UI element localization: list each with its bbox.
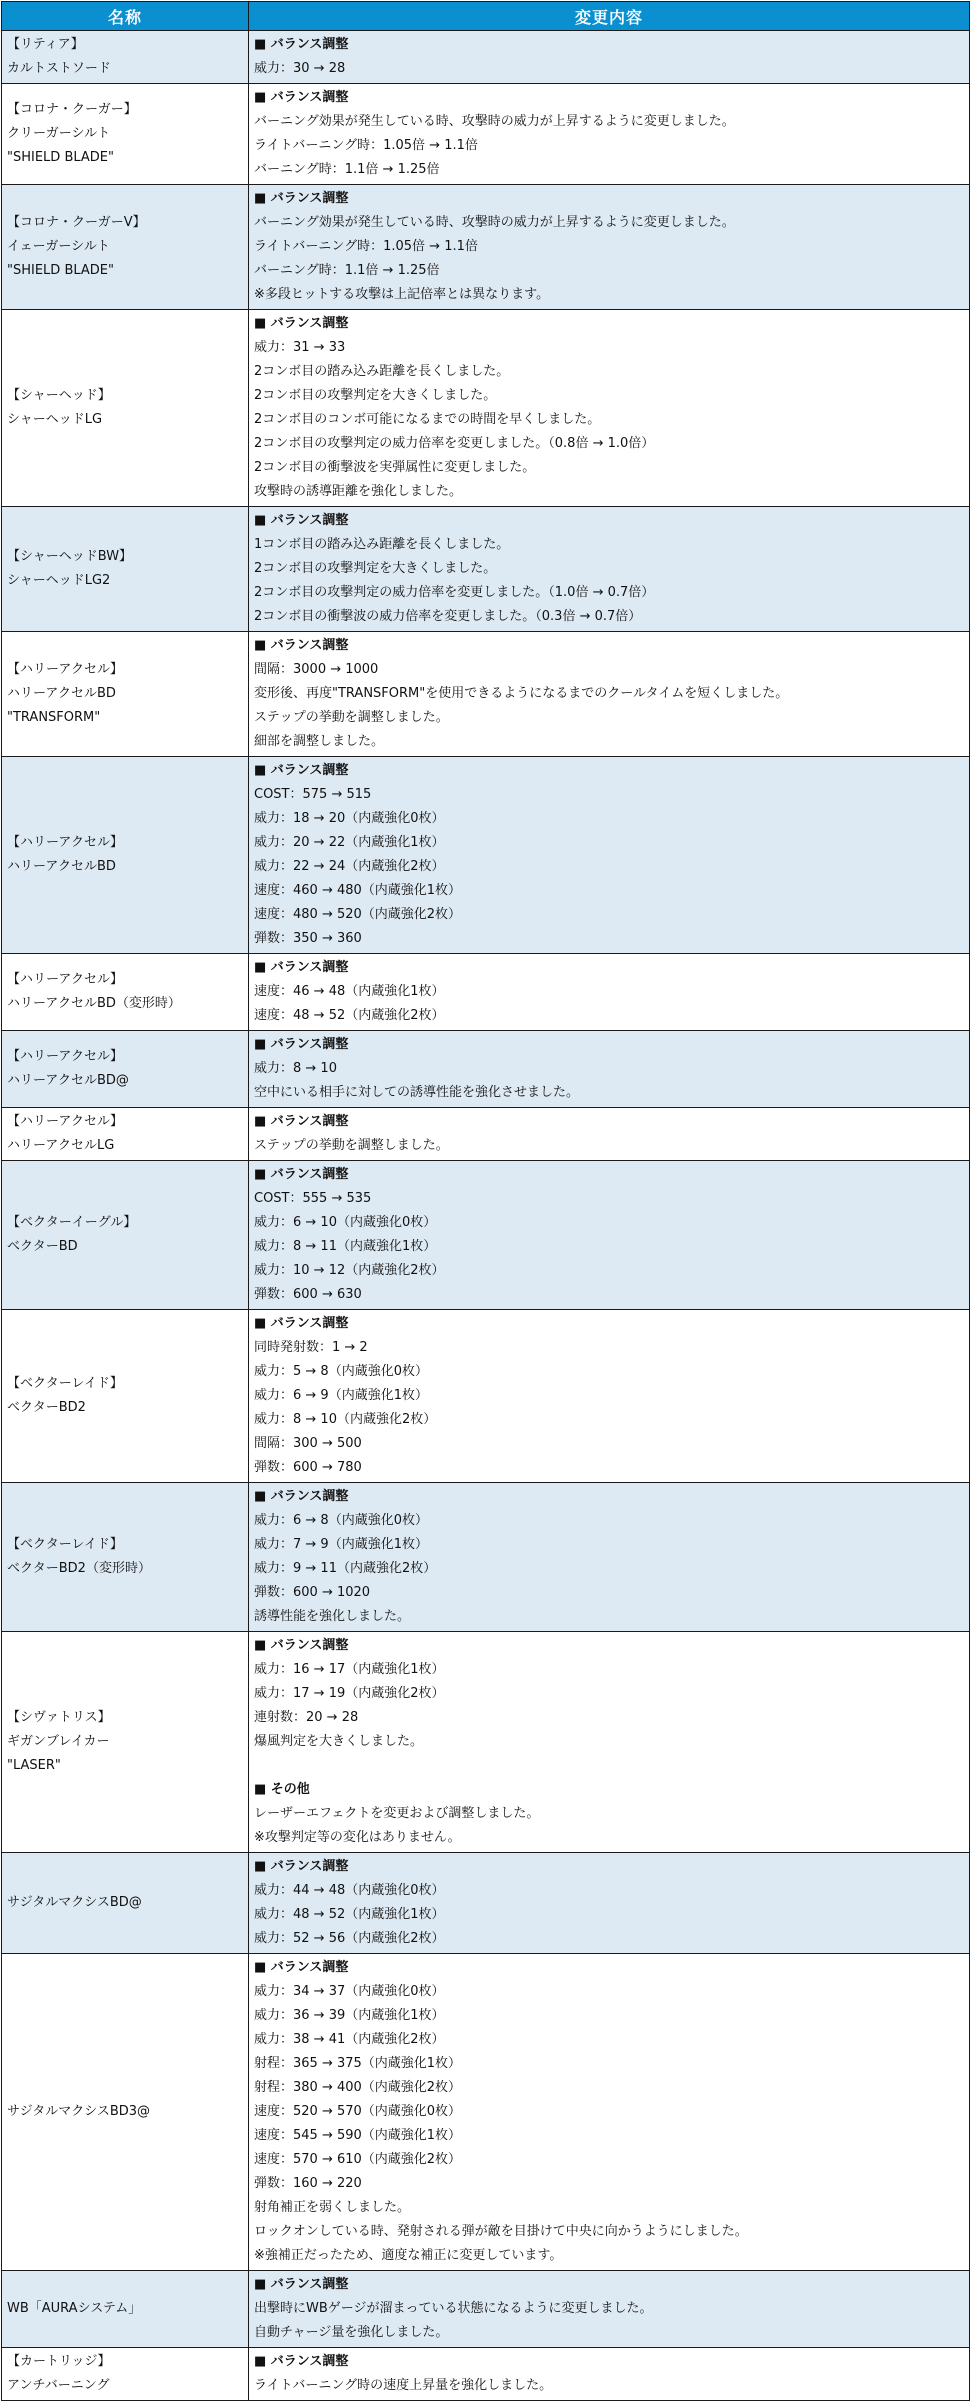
change-line: 威力：17 → 19（内蔵強化2枚） bbox=[254, 1686, 445, 1701]
section-heading: ■ バランス調整 bbox=[254, 513, 349, 528]
change-line: ライトバーニング時の速度上昇量を強化しました。 bbox=[254, 2378, 553, 2393]
item-name-cell bbox=[2, 1483, 249, 1632]
item-name-line: ベクターBD2 bbox=[7, 1400, 86, 1415]
table-row bbox=[2, 954, 970, 1031]
change-line: ライトバーニング時：1.05倍 → 1.1倍 bbox=[254, 138, 478, 153]
item-name-line: ハリーアクセルBD bbox=[7, 686, 116, 701]
item-name-line: ベクターBD bbox=[7, 1239, 78, 1254]
change-line: 速度：46 → 48（内蔵強化1枚） bbox=[254, 984, 445, 999]
change-line: 威力：8 → 10（内蔵強化2枚） bbox=[254, 1412, 437, 1427]
change-details-cell bbox=[249, 1853, 970, 1954]
item-name-line: ハリーアクセルBD@ bbox=[7, 1073, 129, 1088]
item-name-cell bbox=[2, 1310, 249, 1483]
header-name: 名称 bbox=[2, 2, 249, 31]
item-name-cell bbox=[2, 757, 249, 954]
change-line: 誘導性能を強化しました。 bbox=[254, 1609, 411, 1624]
change-details-cell bbox=[249, 632, 970, 757]
table-row bbox=[2, 2348, 970, 2401]
change-line: 威力：36 → 39（内蔵強化1枚） bbox=[254, 2008, 445, 2023]
change-line: バーニング効果が発生している時、攻撃時の威力が上昇するように変更しました。 bbox=[254, 215, 735, 230]
item-name-line: シャーヘッドLG bbox=[7, 412, 103, 427]
item-name-line: ベクターBD2（変形時） bbox=[7, 1561, 151, 1576]
change-line: レーザーエフェクトを変更および調整しました。 bbox=[254, 1806, 540, 1821]
section-heading: ■ バランス調整 bbox=[254, 1037, 349, 1052]
change-line: 2コンボ目の踏み込み距離を長くしました。 bbox=[254, 364, 510, 379]
change-line: 弾数：600 → 1020 bbox=[254, 1585, 371, 1600]
item-name-line: 【ハリーアクセル】 bbox=[7, 1049, 123, 1064]
item-name-cell bbox=[2, 1161, 249, 1310]
section-heading: ■ バランス調整 bbox=[254, 638, 349, 653]
change-line: 速度：520 → 570（内蔵強化0枚） bbox=[254, 2104, 462, 2119]
change-line: 威力：20 → 22（内蔵強化1枚） bbox=[254, 835, 445, 850]
item-name-cell bbox=[2, 2348, 249, 2401]
change-line: 威力：7 → 9（内蔵強化1枚） bbox=[254, 1537, 428, 1552]
table-row bbox=[2, 632, 970, 757]
change-details-cell bbox=[249, 84, 970, 185]
item-name-line: "TRANSFORM" bbox=[7, 710, 101, 725]
change-details-cell bbox=[249, 1483, 970, 1632]
change-line bbox=[254, 1754, 965, 1778]
item-name-line: シャーヘッドLG2 bbox=[7, 573, 111, 588]
change-line: バーニング時：1.1倍 → 1.25倍 bbox=[254, 162, 440, 177]
change-line: 空中にいる相手に対しての誘導性能を強化させました。 bbox=[254, 1085, 580, 1100]
change-line: COST：575 → 515 bbox=[254, 787, 372, 802]
change-line: 威力：6 → 10（内蔵強化0枚） bbox=[254, 1215, 437, 1230]
change-line: 速度：460 → 480（内蔵強化1枚） bbox=[254, 883, 462, 898]
change-line: 威力：8 → 11（内蔵強化1枚） bbox=[254, 1239, 437, 1254]
change-details-cell bbox=[249, 2348, 970, 2401]
change-line: COST：555 → 535 bbox=[254, 1191, 372, 1206]
item-name-line: 【リティア】 bbox=[7, 37, 84, 52]
table-row bbox=[2, 1161, 970, 1310]
change-details-cell bbox=[249, 1031, 970, 1108]
change-details-cell bbox=[249, 1632, 970, 1853]
change-line: ※多段ヒットする攻撃は上記倍率とは異なります。 bbox=[254, 287, 550, 302]
change-details-cell bbox=[249, 1310, 970, 1483]
change-line: 2コンボ目のコンボ可能になるまでの時間を早くしました。 bbox=[254, 412, 601, 427]
item-name-line: アンチバーニング bbox=[7, 2378, 110, 2393]
item-name-cell bbox=[2, 2271, 249, 2348]
section-heading: ■ バランス調整 bbox=[254, 1316, 349, 1331]
change-line: バーニング効果が発生している時、攻撃時の威力が上昇するように変更しました。 bbox=[254, 114, 735, 129]
change-details-cell bbox=[249, 757, 970, 954]
change-line: 射程：365 → 375（内蔵強化1枚） bbox=[254, 2056, 462, 2071]
change-line: 威力：31 → 33 bbox=[254, 340, 346, 355]
item-name-cell bbox=[2, 84, 249, 185]
item-name-cell bbox=[2, 310, 249, 507]
change-line: バーニング時：1.1倍 → 1.25倍 bbox=[254, 263, 440, 278]
item-name-line: "LASER" bbox=[7, 1758, 61, 1773]
change-line: 弾数：600 → 780 bbox=[254, 1460, 362, 1475]
change-line: 間隔：300 → 500 bbox=[254, 1436, 362, 1451]
change-line: 1コンボ目の踏み込み距離を長くしました。 bbox=[254, 537, 510, 552]
item-name-line: 【コロナ・クーガー】 bbox=[7, 102, 137, 117]
header-changes: 変更内容 bbox=[249, 2, 970, 31]
table-row bbox=[2, 84, 970, 185]
section-heading: ■ バランス調整 bbox=[254, 2277, 349, 2292]
change-line: 威力：52 → 56（内蔵強化2枚） bbox=[254, 1931, 445, 1946]
item-name-line: 【コロナ・クーガーV】 bbox=[7, 215, 146, 230]
item-name-cell bbox=[2, 1632, 249, 1853]
change-line: 威力：48 → 52（内蔵強化1枚） bbox=[254, 1907, 445, 1922]
item-name-cell bbox=[2, 1031, 249, 1108]
change-details-cell bbox=[249, 1108, 970, 1161]
change-line: 連射数：20 → 28 bbox=[254, 1710, 359, 1725]
change-line: 2コンボ目の攻撃判定の威力倍率を変更しました。（1.0倍 → 0.7倍） bbox=[254, 585, 655, 600]
item-name-cell bbox=[2, 1853, 249, 1954]
change-line: 2コンボ目の攻撃判定を大きくしました。 bbox=[254, 388, 497, 403]
table-body bbox=[2, 31, 970, 2401]
change-line: 弾数：600 → 630 bbox=[254, 1287, 362, 1302]
table-row bbox=[2, 1310, 970, 1483]
section-heading: ■ バランス調整 bbox=[254, 1960, 349, 1975]
item-name-cell bbox=[2, 507, 249, 632]
section-heading: ■ バランス調整 bbox=[254, 2354, 349, 2369]
change-line: 威力：6 → 9（内蔵強化1枚） bbox=[254, 1388, 428, 1403]
table-row bbox=[2, 1031, 970, 1108]
change-details-cell bbox=[249, 31, 970, 84]
change-line: 変形後、再度"TRANSFORM"を使用できるようになるまでのクールタイムを短くしました。 bbox=[254, 686, 789, 701]
change-details-cell bbox=[249, 310, 970, 507]
change-details-cell bbox=[249, 954, 970, 1031]
change-line: 威力：44 → 48（内蔵強化0枚） bbox=[254, 1883, 445, 1898]
section-heading: ■ バランス調整 bbox=[254, 960, 349, 975]
table-row bbox=[2, 757, 970, 954]
change-line: 威力：18 → 20（内蔵強化0枚） bbox=[254, 811, 445, 826]
item-name-line: ハリーアクセルLG bbox=[7, 1138, 115, 1153]
table-row bbox=[2, 1483, 970, 1632]
table-row bbox=[2, 185, 970, 310]
item-name-line: イェーガーシルト bbox=[7, 239, 110, 254]
change-details-cell bbox=[249, 2271, 970, 2348]
section-heading: ■ バランス調整 bbox=[254, 37, 349, 52]
item-name-line: 【ハリーアクセル】 bbox=[7, 1114, 123, 1129]
section-heading: ■ バランス調整 bbox=[254, 763, 349, 778]
change-details-cell bbox=[249, 185, 970, 310]
change-line: 威力：9 → 11（内蔵強化2枚） bbox=[254, 1561, 437, 1576]
change-line: 2コンボ目の攻撃判定を大きくしました。 bbox=[254, 561, 497, 576]
item-name-cell bbox=[2, 632, 249, 757]
change-line: 自動チャージ量を強化しました。 bbox=[254, 2325, 449, 2340]
change-line: 速度：570 → 610（内蔵強化2枚） bbox=[254, 2152, 462, 2167]
change-line: 速度：480 → 520（内蔵強化2枚） bbox=[254, 907, 462, 922]
item-name-cell bbox=[2, 185, 249, 310]
item-name-line: サジタルマクシスBD@ bbox=[7, 1895, 142, 1910]
item-name-line: 【シヴァトリス】 bbox=[7, 1710, 111, 1725]
item-name-line: カルトストソード bbox=[7, 61, 111, 76]
table-row bbox=[2, 1853, 970, 1954]
item-name-line: WB「AURAシステム」 bbox=[7, 2301, 142, 2316]
table-row bbox=[2, 310, 970, 507]
item-name-line: "SHIELD BLADE" bbox=[7, 150, 114, 165]
section-heading: ■ バランス調整 bbox=[254, 1489, 349, 1504]
change-line: ステップの挙動を調整しました。 bbox=[254, 1138, 449, 1153]
change-line: 攻撃時の誘導距離を強化しました。 bbox=[254, 484, 463, 499]
item-name-line: 【シャーヘッド】 bbox=[7, 388, 111, 403]
change-line: ライトバーニング時：1.05倍 → 1.1倍 bbox=[254, 239, 478, 254]
change-line: 2コンボ目の衝撃波を実弾属性に変更しました。 bbox=[254, 460, 536, 475]
change-details-cell bbox=[249, 1161, 970, 1310]
table-row bbox=[2, 31, 970, 84]
section-heading: ■ その他 bbox=[254, 1782, 310, 1797]
change-line: 速度：545 → 590（内蔵強化1枚） bbox=[254, 2128, 462, 2143]
change-line: 細部を調整しました。 bbox=[254, 734, 385, 749]
item-name-line: サジタルマクシスBD3@ bbox=[7, 2104, 151, 2119]
item-name-line: クリーガーシルト bbox=[7, 126, 111, 141]
table-row bbox=[2, 1108, 970, 1161]
section-heading: ■ バランス調整 bbox=[254, 316, 349, 331]
item-name-line: 【カートリッジ】 bbox=[7, 2354, 111, 2369]
change-line: 2コンボ目の衝撃波の威力倍率を変更しました。（0.3倍 → 0.7倍） bbox=[254, 609, 642, 624]
section-heading: ■ バランス調整 bbox=[254, 191, 349, 206]
change-line: 射程：380 → 400（内蔵強化2枚） bbox=[254, 2080, 462, 2095]
change-line: ステップの挙動を調整しました。 bbox=[254, 710, 449, 725]
change-line: ※攻撃判定等の変化はありません。 bbox=[254, 1830, 461, 1845]
change-line: 威力：22 → 24（内蔵強化2枚） bbox=[254, 859, 445, 874]
table-row bbox=[2, 507, 970, 632]
item-name-line: 【ベクターレイド】 bbox=[7, 1376, 123, 1391]
item-name-line: "SHIELD BLADE" bbox=[7, 263, 114, 278]
change-line: 威力：8 → 10 bbox=[254, 1061, 337, 1076]
section-heading: ■ バランス調整 bbox=[254, 1167, 349, 1182]
item-name-line: 【ハリーアクセル】 bbox=[7, 662, 123, 677]
item-name-line: 【ベクターレイド】 bbox=[7, 1537, 123, 1552]
item-name-line: 【ハリーアクセル】 bbox=[7, 972, 123, 987]
change-line: 弾数：350 → 360 bbox=[254, 931, 362, 946]
item-name-line: ハリーアクセルBD bbox=[7, 859, 116, 874]
item-name-line: ギガンブレイカー bbox=[7, 1734, 110, 1749]
change-line: 同時発射数：1 → 2 bbox=[254, 1340, 368, 1355]
item-name-line: ハリーアクセルBD（変形時） bbox=[7, 996, 181, 1011]
item-name-cell bbox=[2, 954, 249, 1031]
change-line: 2コンボ目の攻撃判定の威力倍率を変更しました。（0.8倍 → 1.0倍） bbox=[254, 436, 655, 451]
change-line: 射角補正を弱くしました。 bbox=[254, 2200, 411, 2215]
change-line: 威力：30 → 28 bbox=[254, 61, 346, 76]
item-name-cell bbox=[2, 31, 249, 84]
item-name-line: 【ハリーアクセル】 bbox=[7, 835, 123, 850]
change-line: 威力：38 → 41（内蔵強化2枚） bbox=[254, 2032, 445, 2047]
change-line: 出撃時にWBゲージが溜まっている状態になるように変更しました。 bbox=[254, 2301, 653, 2316]
change-details-cell bbox=[249, 1954, 970, 2271]
table-row bbox=[2, 2271, 970, 2348]
item-name-line: 【シャーヘッドBW】 bbox=[7, 549, 133, 564]
item-name-cell bbox=[2, 1954, 249, 2271]
change-line: 威力：10 → 12（内蔵強化2枚） bbox=[254, 1263, 445, 1278]
change-details-cell bbox=[249, 507, 970, 632]
section-heading: ■ バランス調整 bbox=[254, 1638, 349, 1653]
section-heading: ■ バランス調整 bbox=[254, 90, 349, 105]
change-line: 間隔：3000 → 1000 bbox=[254, 662, 379, 677]
change-line: ※強補正だったため、適度な補正に変更しています。 bbox=[254, 2248, 563, 2263]
patch-notes-table bbox=[1, 1, 970, 2401]
change-line: ロックオンしている時、発射される弾が敵を目掛けて中央に向かうようにしました。 bbox=[254, 2224, 748, 2239]
change-line: 威力：5 → 8（内蔵強化0枚） bbox=[254, 1364, 428, 1379]
change-line: 速度：48 → 52（内蔵強化2枚） bbox=[254, 1008, 445, 1023]
section-heading: ■ バランス調整 bbox=[254, 1114, 349, 1129]
change-line: 爆風判定を大きくしました。 bbox=[254, 1734, 424, 1749]
section-heading: ■ バランス調整 bbox=[254, 1859, 349, 1874]
table-header-row bbox=[2, 2, 970, 31]
table-row bbox=[2, 1954, 970, 2271]
change-line: 弾数：160 → 220 bbox=[254, 2176, 362, 2191]
change-line: 威力：6 → 8（内蔵強化0枚） bbox=[254, 1513, 428, 1528]
change-line: 威力：16 → 17（内蔵強化1枚） bbox=[254, 1662, 445, 1677]
table-row bbox=[2, 1632, 970, 1853]
item-name-cell bbox=[2, 1108, 249, 1161]
item-name-line: 【ベクターイーグル】 bbox=[7, 1215, 137, 1230]
change-line: 威力：34 → 37（内蔵強化0枚） bbox=[254, 1984, 445, 1999]
